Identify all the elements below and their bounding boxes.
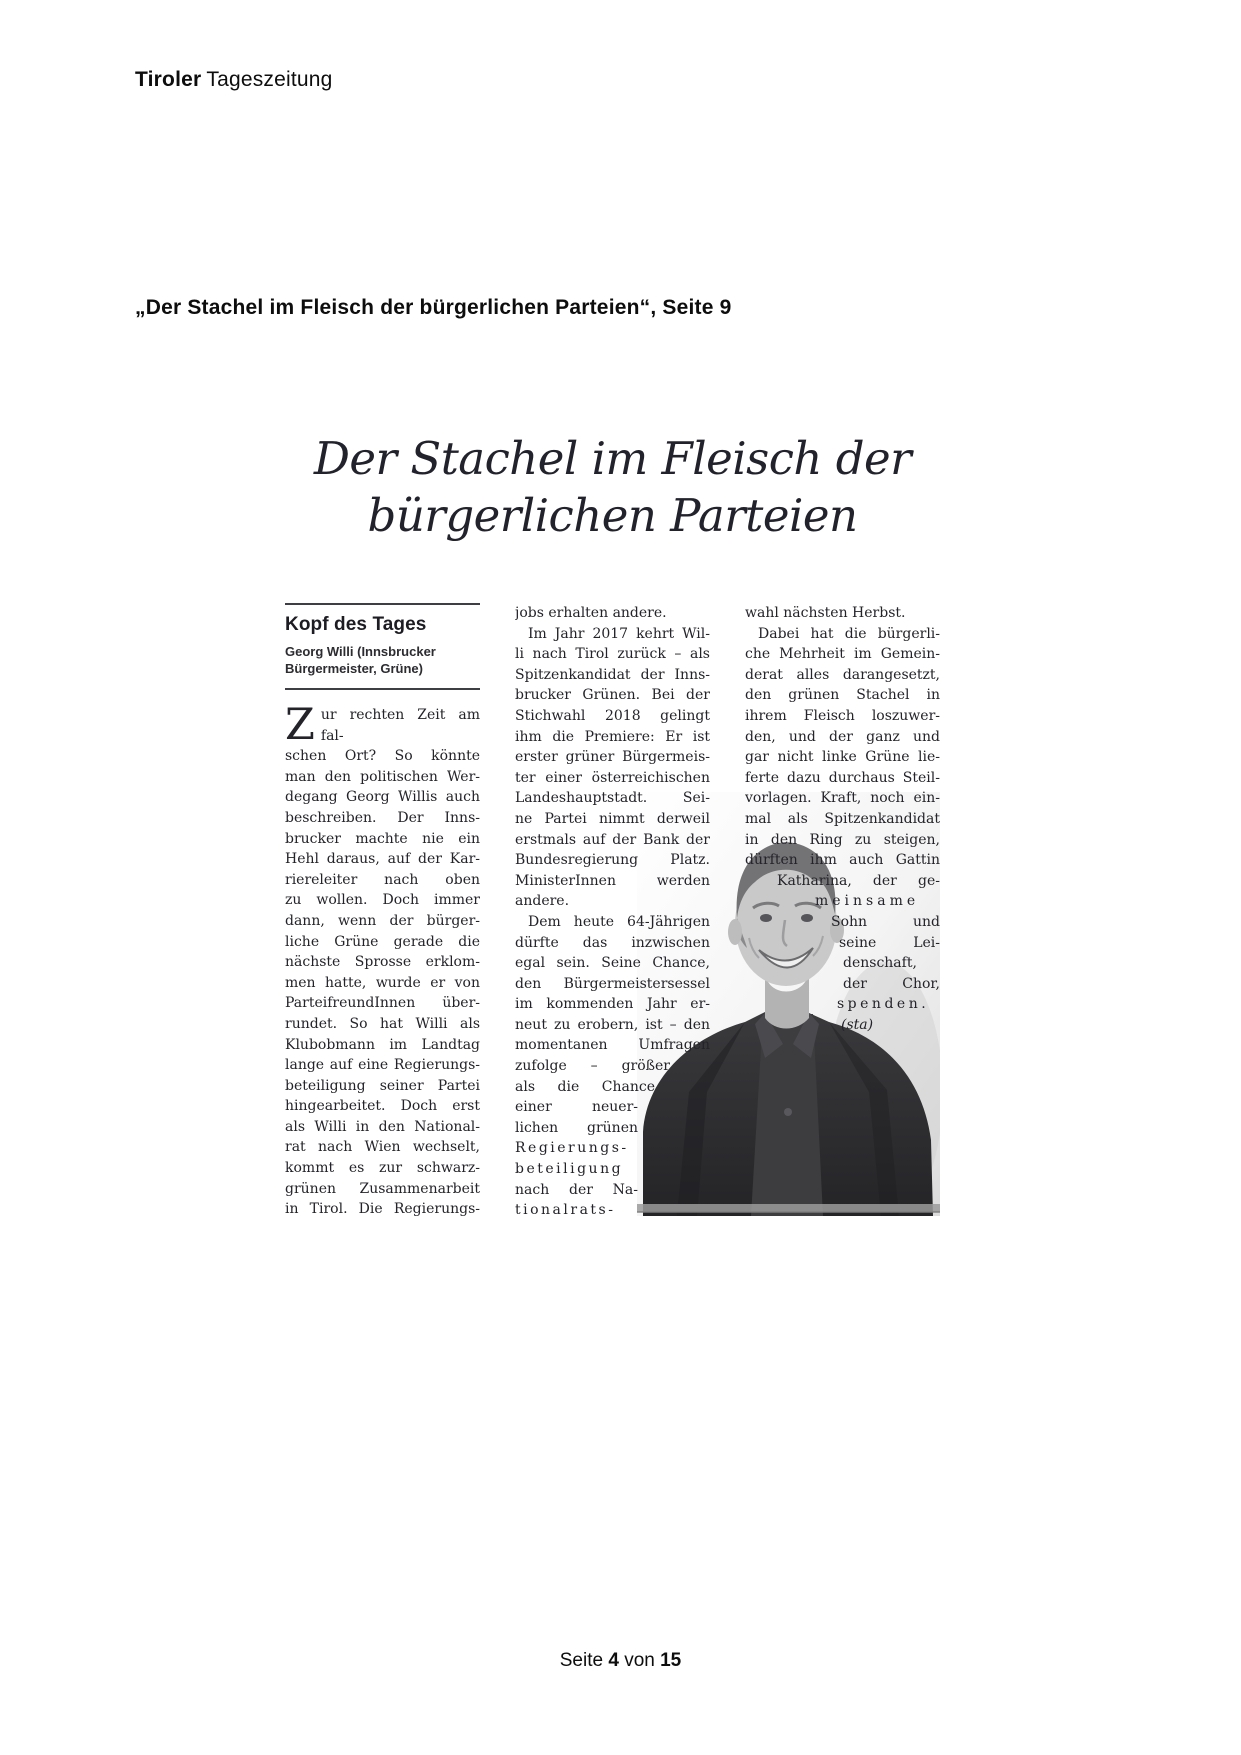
text-line: ParteifreundInnen über-: [285, 995, 480, 1012]
text-line: ne Partei nimmt derweil: [515, 810, 710, 827]
text-line: beteiligung seiner Partei: [285, 1077, 480, 1094]
text-line: zufolge – größer: [515, 1058, 670, 1075]
text-line: dürften ihm auch Gattin: [745, 852, 940, 869]
text-line: hingearbeitet. Doch erst: [285, 1098, 480, 1115]
text-line: als Willi in den National-: [285, 1118, 480, 1135]
text-line: Landeshauptstadt. Sei-: [515, 790, 710, 807]
text-line: MinisterInnen werden: [515, 872, 710, 889]
article-clipping: [285, 420, 940, 1230]
text-line: rat nach Wien wechselt,: [285, 1139, 480, 1156]
text-line: den, und der ganz und: [745, 728, 940, 745]
text-line: egal sein. Seine Chance,: [515, 955, 710, 972]
text-line: ter einer österreichischen: [515, 769, 710, 786]
text-line: Klubobmann im Landtag: [285, 1036, 480, 1053]
masthead-brand-rest: Tageszeitung: [206, 68, 333, 91]
text-line: li nach Tirol zurück – als: [515, 646, 710, 663]
text-line: Sohn und: [831, 913, 940, 930]
text-line: Hehl daraus, auf der Kar-: [285, 851, 480, 868]
text-line: Dem heute 64-Jährigen: [528, 913, 710, 930]
text-line: Katharina, der ge-: [777, 872, 940, 889]
text-line: tionalrats-: [515, 1202, 616, 1219]
text-line: gar nicht linke Grüne lie-: [745, 749, 940, 766]
text-line: als die Chance: [515, 1078, 655, 1095]
text-line: Georg Willi (Innsbrucker: [285, 644, 436, 659]
dropcap-letter: Z: [285, 700, 315, 750]
text-line: nächste Sprosse erklom-: [285, 954, 480, 971]
article-body-column-1: [285, 700, 480, 1220]
reference-headline: „Der Stachel im Fleisch der bürgerlichen Parteien“, Seite 9: [135, 296, 732, 319]
text-line: Dabei hat die bürgerli-: [758, 625, 940, 642]
text-line: Bürgermeister, Grüne): [285, 661, 423, 676]
page-footer: [0, 1650, 1241, 1672]
text-line: in Tirol. Die Regierungs-: [285, 1201, 480, 1218]
text-line: in den Ring zu steigen,: [745, 831, 940, 848]
article-column-1: [285, 603, 480, 1221]
masthead-brand-bold: Tiroler: [135, 68, 202, 91]
text-line: degang Georg Willis auch: [285, 789, 480, 806]
article-body-column-2: [515, 603, 710, 1221]
text-line: dann, wenn der bürger-: [285, 912, 480, 929]
text-line: einer neuer-: [515, 1099, 638, 1116]
text-line: vorlagen. Kraft, noch ein-: [745, 790, 940, 807]
text-line: meinsame: [815, 893, 920, 910]
text-line: brucker Grünen. Bei der: [515, 687, 710, 704]
text-line: ihm die Premiere: Er ist: [515, 728, 710, 745]
text-line: dürfte das inzwischen: [515, 934, 710, 951]
text-line: lichen grünen: [515, 1119, 638, 1136]
article-headline-line1: Der Stachel im Fleisch der: [313, 432, 912, 485]
text-line: derat alles darangesetzt,: [745, 666, 940, 683]
newspaper-masthead: [135, 68, 333, 92]
text-line: ur rechten Zeit am fal-: [320, 707, 480, 744]
text-line: Im Jahr 2017 kehrt Wil-: [528, 625, 710, 642]
rubric-rule-bottom: [285, 688, 480, 690]
text-line: lange auf eine Regierungs-: [285, 1057, 480, 1074]
text-line: momentanen Umfragen: [515, 1037, 710, 1054]
article-headline: [285, 430, 940, 544]
text-line: nach der Na-: [515, 1181, 638, 1198]
text-line: (sta): [841, 1016, 874, 1033]
text-line: men hatte, wurde er von: [285, 974, 480, 991]
text-line: brucker machte nie ein: [285, 830, 480, 847]
text-line: Stichwahl 2018 gelingt: [515, 707, 710, 724]
text-line: erstmals auf der Bank der: [515, 831, 710, 848]
text-line: liche Grüne gerade die: [285, 933, 480, 950]
text-line: im kommenden Jahr er-: [515, 996, 710, 1013]
text-line: neut zu erobern, ist – den: [515, 1016, 710, 1033]
text-line: kommt es zur schwarz-: [285, 1160, 480, 1177]
article-columns: [285, 603, 940, 1221]
text-line: riereleiter nach oben: [285, 871, 480, 888]
article-headline-line2: bürgerlichen Parteien: [367, 489, 858, 542]
text-line: zu wollen. Doch immer: [285, 892, 480, 909]
text-line: den grünen Stachel in: [745, 687, 940, 704]
text-line: Bundesregierung Platz.: [515, 852, 710, 869]
text-line: andere.: [515, 893, 570, 910]
text-line: der Chor,: [843, 975, 940, 992]
text-line: jobs erhalten andere.: [515, 605, 667, 621]
rubric-rule-top: [285, 603, 480, 605]
text-line: denschaft,: [843, 955, 917, 972]
article-byline: [285, 643, 480, 677]
article-body-column-3: [745, 603, 940, 1221]
text-line: den Bürgermeistersessel: [515, 975, 710, 992]
footer-total-pages: 15: [660, 1650, 682, 1671]
rubric-title: Kopf des Tages: [285, 614, 427, 635]
text-line: Spitzenkandidat der Inns-: [515, 666, 710, 683]
text-line: mal als Spitzenkandidat: [745, 810, 940, 827]
text-line: rundet. So hat Willi als: [285, 1015, 480, 1032]
footer-label: Seite: [559, 1650, 604, 1671]
text-line: beteiligung: [515, 1161, 624, 1178]
text-line: erster grüner Bürgermeis-: [515, 749, 710, 766]
text-line: man den politischen Wer-: [285, 768, 480, 785]
footer-current-page: 4: [608, 1650, 619, 1671]
text-line: schen Ort? So könnte: [285, 748, 480, 765]
text-line: Regierungs-: [515, 1140, 629, 1157]
text-line: seine Lei-: [839, 934, 940, 951]
text-line: che Mehrheit im Gemein-: [745, 646, 940, 663]
text-line: spenden.: [837, 996, 930, 1013]
text-line: grünen Zusammenarbeit: [285, 1180, 480, 1197]
text-line: wahl nächsten Herbst.: [745, 605, 906, 621]
footer-of: von: [624, 1650, 655, 1671]
text-line: ferte dazu durchaus Steil-: [745, 769, 940, 786]
text-line: beschreiben. Der Inns-: [285, 809, 480, 826]
text-line: ihrem Fleisch loszuwer-: [745, 707, 940, 724]
